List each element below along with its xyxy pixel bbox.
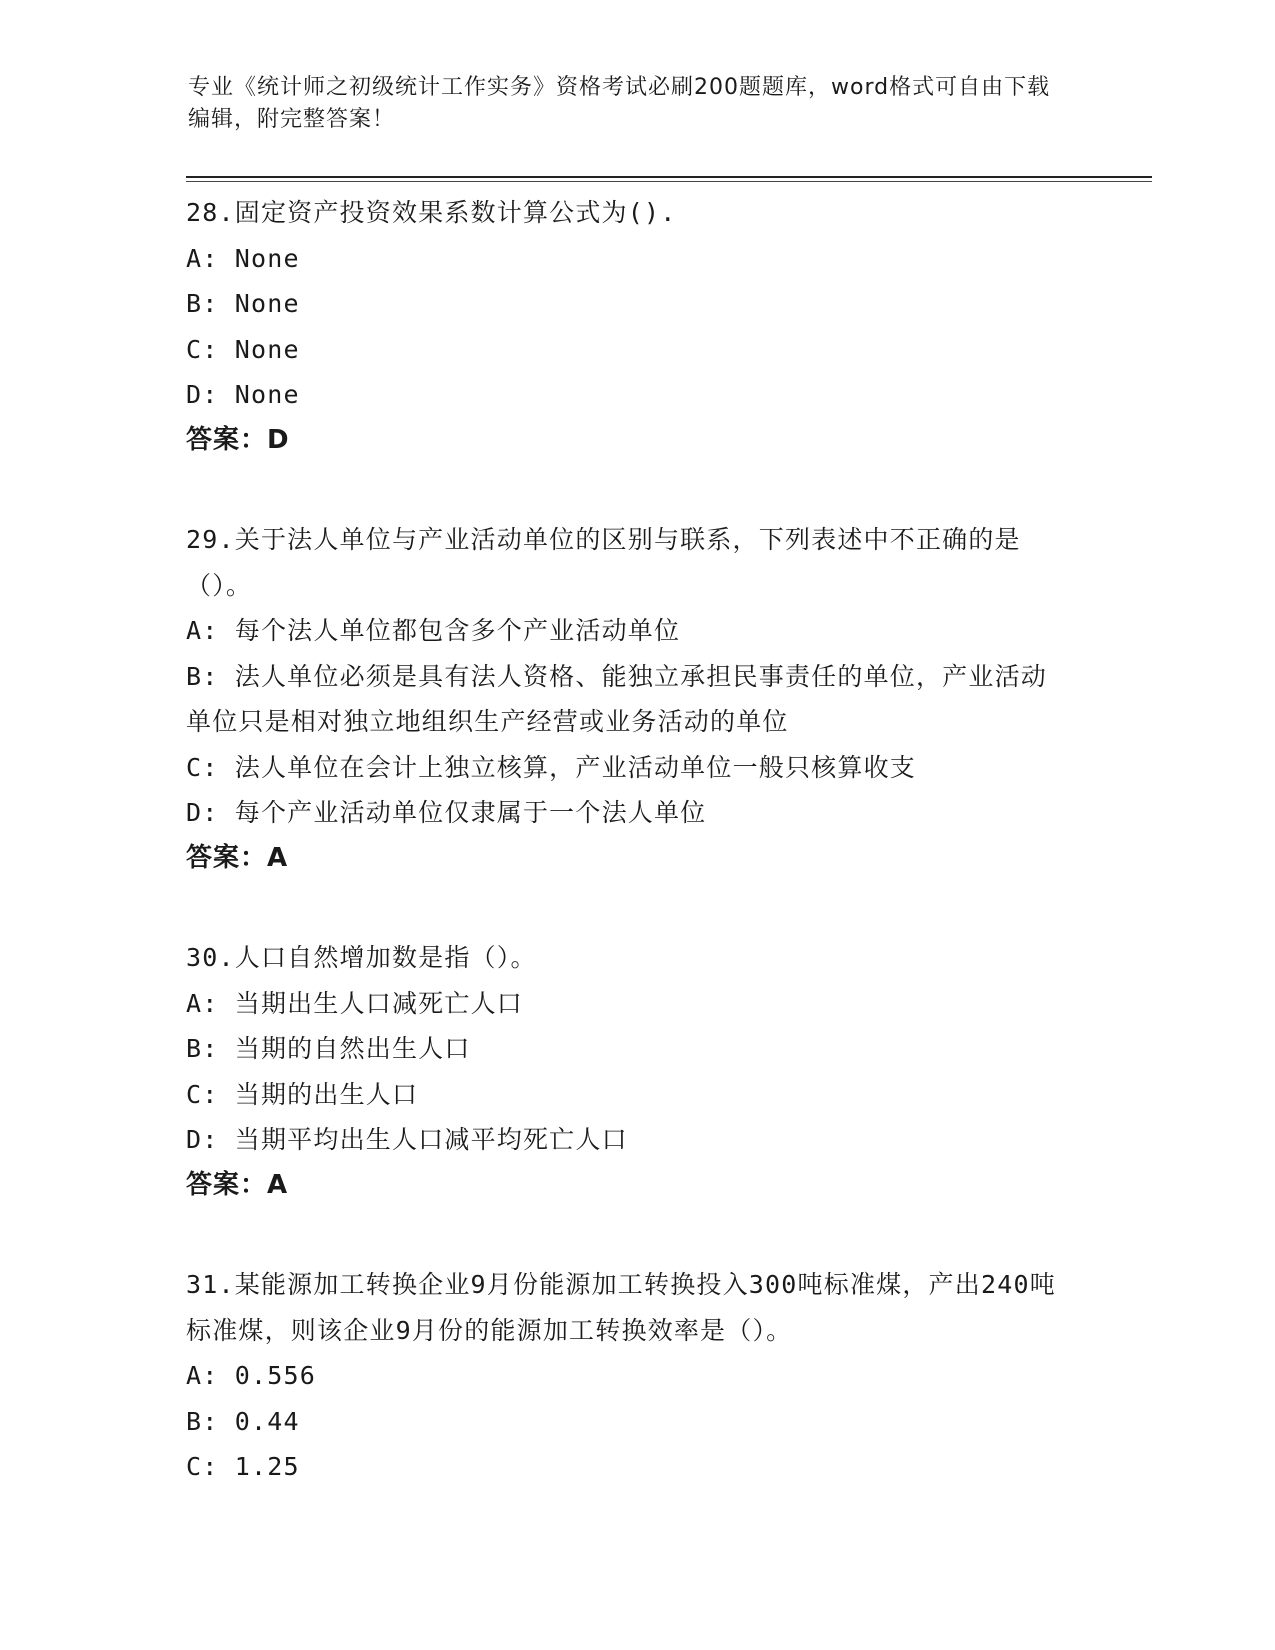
option-label: D: [186, 798, 219, 827]
header-divider-thin [186, 181, 1152, 182]
option-c [186, 1072, 1086, 1118]
option-c [186, 327, 1086, 373]
option-a [186, 236, 1086, 282]
option-label: A: [186, 1361, 219, 1390]
option-label: A: [186, 616, 219, 645]
option-b [186, 281, 1086, 327]
question-stem: 31.某能源加工转换企业9月份能源加工转换投入300吨标准煤，产出240吨标准煤，则该企业9月份的能源加工转换效率是（）。 [186, 1270, 1056, 1345]
option-b [186, 1399, 1086, 1445]
option-text: None [234, 243, 300, 273]
option-text: 每个法人单位都包含多个产业活动单位 [234, 616, 681, 645]
option-c [186, 745, 1086, 791]
option-label: C: [186, 1079, 219, 1109]
option-label: B: [186, 661, 219, 691]
option-b [186, 654, 1066, 745]
option-a [186, 608, 1086, 654]
header-divider-thick [186, 176, 1152, 178]
option-label: C: [186, 752, 219, 782]
option-label: D: [186, 1125, 219, 1154]
option-text: 法人单位必须是具有法人资格、能独立承担民事责任的单位，产业活动单位只是相对独立地组织生产经营或业务活动的单位 [186, 661, 1047, 736]
option-text: 当期平均出生人口减平均死亡人口 [234, 1125, 628, 1154]
option-label: C: [186, 1452, 219, 1481]
question-stem: 28.固定资产投资效果系数计算公式为(). [186, 198, 677, 227]
option-label: D: [186, 380, 219, 409]
question-31 [186, 1262, 1086, 1490]
option-text: 0.556 [234, 1361, 317, 1390]
option-label: B: [186, 1406, 219, 1436]
option-label: A: [186, 243, 219, 273]
option-c [186, 1444, 1086, 1490]
question-29 [186, 517, 1086, 881]
option-text: 每个产业活动单位仅隶属于一个法人单位 [234, 798, 707, 827]
option-a [186, 1353, 1086, 1399]
question-list [186, 190, 1086, 1544]
option-text: 当期出生人口减死亡人口 [234, 988, 523, 1018]
option-d [186, 1117, 1086, 1163]
option-label: C: [186, 334, 219, 364]
option-text: 法人单位在会计上独立核算，产业活动单位一般只核算收支 [234, 752, 916, 782]
question-30 [186, 935, 1086, 1208]
option-label: A: [186, 988, 219, 1018]
option-text: None [234, 334, 300, 364]
option-b [186, 1026, 1086, 1072]
question-28 [186, 190, 1086, 463]
document-header: 专业《统计师之初级统计工作实务》资格考试必刷200题题库，word格式可自由下载编辑，附完整答案！ [188, 75, 1051, 132]
answer-line: 答案：A [186, 842, 289, 873]
option-d [186, 790, 1086, 836]
option-a [186, 981, 1086, 1027]
option-label: B: [186, 1034, 219, 1063]
answer-line: 答案：A [186, 1169, 289, 1200]
option-text: 当期的自然出生人口 [234, 1034, 471, 1063]
option-d [186, 372, 1086, 418]
answer-line: 答案：D [186, 424, 290, 455]
option-text: 当期的出生人口 [234, 1079, 419, 1109]
option-text: 0.44 [234, 1406, 300, 1436]
option-label: B: [186, 289, 219, 318]
question-stem: 30.人口自然增加数是指（）。 [186, 943, 537, 972]
question-stem: 29.关于法人单位与产业活动单位的区别与联系，下列表述中不正确的是（）。 [186, 525, 1021, 600]
option-text: None [234, 289, 300, 318]
option-text: 1.25 [234, 1452, 300, 1481]
option-text: None [234, 380, 300, 409]
